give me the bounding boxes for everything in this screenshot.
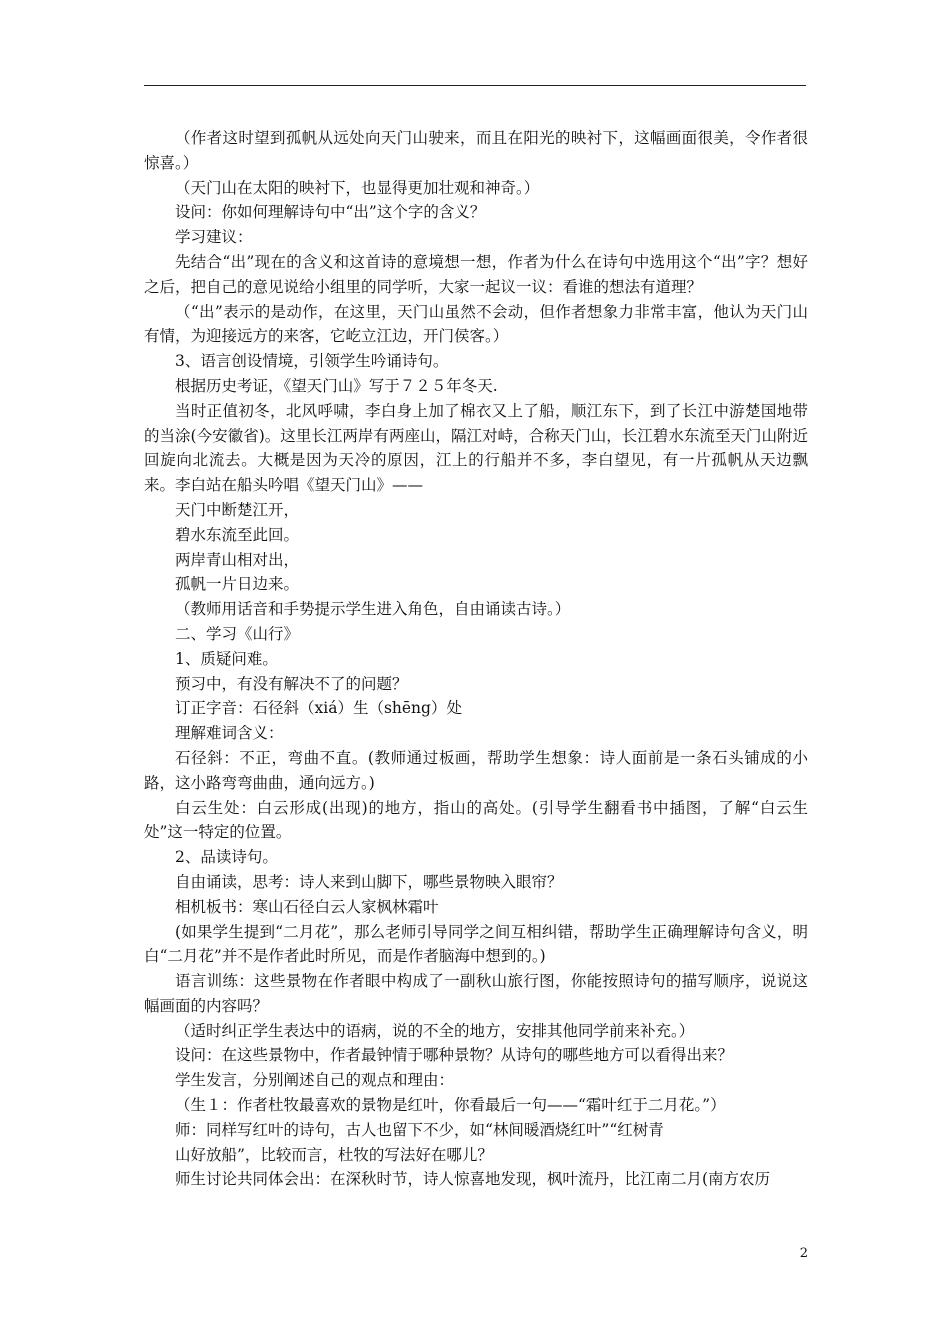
paragraph: 语言训练：这些景物在作者眼中构成了一副秋山旅行图，你能按照诗句的描写顺序，说说这幅画面的内容吗？ (144, 972, 808, 1015)
document-body (144, 126, 808, 1192)
paragraph: （教师用话音和手势提示学生进入角色，自由诵读古诗。） (175, 600, 571, 619)
paragraph: （天门山在太阳的映衬下，也显得更加壮观和神奇。） (175, 178, 540, 197)
paragraph: 石径斜：不正，弯曲不直。(教师通过板画，帮助学生想象：诗人面前是一条石头铺成的小路，这小路弯弯曲曲，通向远方。) (144, 748, 808, 792)
poem-line: 碧水东流至此回。 (175, 525, 300, 544)
section-heading: 二、学习《山行》 (175, 624, 300, 643)
paragraph: (如果学生提到“二月花”，那么老师引导同学之间互相纠错，帮助学生正确理解诗句含义，明白“二月花”并不是作者此时所见，而是作者脑海中想到的。) (144, 922, 808, 966)
poem-line: 两岸青山相对出， (175, 550, 300, 569)
paragraph: 当时正值初冬，北风呼啸，李白身上加了棉衣又上了船，顺江东下，到了长江中游楚国地带的当涂(今安徽省)。这里长江两岸有两座山，隔江对峙，合称天门山，长江碧水东流至天门山附近回旋向北流去。大概是因为天冷的原因，江上的行船并不多，李白望见，有一片孤帆从天边飘来。李白站在船头吟唱《望天门山》—— (144, 401, 808, 495)
paragraph: 山好放船”，比较而言，杜牧的写法好在哪儿？ (175, 1145, 493, 1164)
paragraph: 师生讨论共同体会出：在深秋时节，诗人惊喜地发现，枫叶流丹，比江南二月(南方农历 (175, 1170, 771, 1189)
section-heading: 3、语言创设情境，引领学生吟诵诗句。 (175, 352, 449, 371)
paragraph: 相机板书：寒山石径白云人家枫林霜叶 (175, 897, 439, 916)
paragraph: 学习建议： (175, 228, 253, 247)
poem-line: 天门中断楚江开， (175, 500, 300, 519)
paragraph: （生１：作者杜牧最喜欢的景物是红叶，你看最后一句——“霜叶红于二月花。”） (175, 1096, 726, 1115)
paragraph: 订正字音：石径斜（xiá）生（shēng）处 (175, 699, 462, 718)
section-heading: 1、质疑问难。 (175, 649, 278, 668)
paragraph: 设问：在这些景物中，作者最钟情于哪种景物？从诗句的哪些地方可以看得出来？ (175, 1046, 734, 1065)
paragraph: 根据历史考证，《望天门山》写于７２５年冬天. (175, 376, 498, 395)
paragraph: （适时纠正学生表达中的语病，说的不全的地方，安排其他同学前来补充。） (175, 1021, 695, 1040)
paragraph: （“出”表示的是动作，在这里，天门山虽然不会动，但作者想象力非常丰富，他认为天门山有情，为迎接远方的来客，它屹立江边，开门侯客。） (144, 302, 808, 346)
poem-line: 孤帆一片日边来。 (175, 575, 300, 594)
paragraph: 学生发言，分别阐述自己的观点和理由： (175, 1071, 455, 1090)
paragraph: 设问：你如何理解诗句中“出”这个字的含义？ (175, 203, 486, 222)
paragraph: （作者这时望到孤帆从远处向天门山驶来，而且在阳光的映衬下，这幅画面很美，令作者很惊喜。） (144, 129, 808, 172)
paragraph: 白云生处：白云形成(出现)的地方，指山的高处。(引导学生翻看书中插图，了解“白云生处”这一特定的位置。 (144, 798, 808, 842)
header-rule (144, 85, 806, 86)
section-heading: 2、品读诗句。 (175, 848, 278, 867)
page-number: 2 (799, 1246, 808, 1261)
paragraph: 自由诵读，思考：诗人来到山脚下，哪些景物映入眼帘？ (175, 872, 563, 891)
paragraph: 理解难词含义： (175, 724, 284, 743)
paragraph: 预习中，有没有解决不了的问题？ (175, 674, 408, 693)
paragraph: 师：同样写红叶的诗句，古人也留下不少，如“林间暖酒烧红叶”“红树青 (175, 1120, 664, 1139)
paragraph: 先结合“出”现在的含义和这首诗的意境想一想，作者为什么在诗句中选用这个“出”字？想好之后，把自己的意见说给小组里的同学听，大家一起议一议：看谁的想法有道理？ (144, 252, 808, 296)
